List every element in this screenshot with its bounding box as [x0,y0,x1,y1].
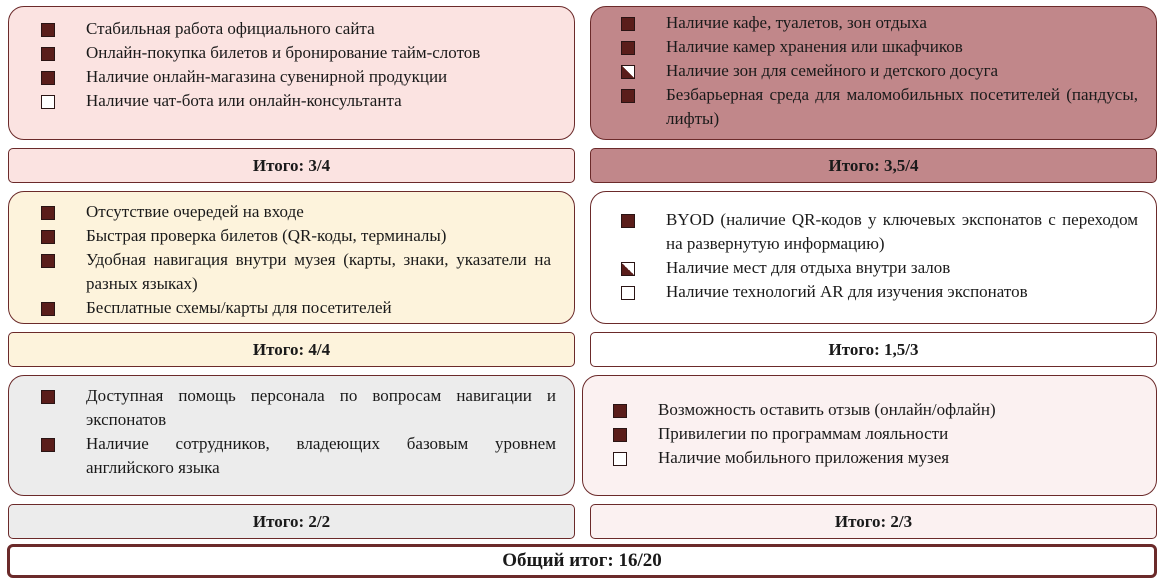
panel-feedback-loyalty [582,375,1157,496]
criterion-label: BYOD (наличие QR-кодов у ключевых экспонатов с переходом на развернутую информацию) [666,210,1138,253]
criterion-item [621,83,1138,131]
checkbox-filled-icon [41,438,55,452]
checkbox-filled-icon [41,390,55,404]
criterion-item [41,296,551,320]
checkbox-filled-icon [41,206,55,220]
checkbox-filled-icon [41,302,55,316]
checkbox-empty-icon [41,95,55,109]
criterion-item [41,65,556,89]
criteria-list [613,398,1138,470]
criterion-label: Наличие сотрудников, владеющих базовым уровнем английского языка [86,434,556,477]
criterion-label: Стабильная работа официального сайта [86,19,375,38]
checkbox-filled-icon [613,428,627,442]
criterion-label: Онлайн-покупка билетов и бронирование тайм-слотов [86,43,481,62]
criterion-item [41,224,551,248]
checkbox-empty-icon [613,452,627,466]
criteria-list [621,11,1138,131]
panel-entrance-navigation [8,191,575,324]
criterion-label: Наличие онлайн-магазина сувенирной продукции [86,67,448,86]
checkbox-filled-icon [621,214,635,228]
criterion-item [41,89,556,113]
checkbox-filled-icon [41,47,55,61]
criterion-label: Наличие кафе, туалетов, зон отдыха [666,13,927,32]
criterion-item [41,248,551,296]
panel-online-services [8,6,575,140]
criterion-item [41,384,556,432]
criterion-label: Безбарьерная среда для маломобильных посетителей (пандусы, лифты) [666,85,1138,128]
checkbox-filled-icon [621,89,635,103]
criterion-label: Наличие технологий AR для изучения экспонатов [666,282,1028,301]
criterion-item [621,11,1138,35]
criterion-item [621,280,1138,304]
checkbox-filled-icon [41,71,55,85]
criterion-label: Бесплатные схемы/карты для посетителей [86,298,392,317]
criterion-label: Возможность оставить отзыв (онлайн/офлайн) [658,400,996,419]
subtotal-entrance-navigation: Итого: 4/4 [8,332,575,367]
criterion-label: Доступная помощь персонала по вопросам навигации и экспонатов [86,386,556,429]
criterion-item [621,59,1138,83]
criterion-item [41,432,556,480]
subtotal-infrastructure: Итого: 3,5/4 [590,148,1157,183]
criterion-item [41,200,551,224]
criteria-list [41,384,556,480]
criterion-label: Наличие мест для отдыха внутри залов [666,258,951,277]
criterion-item [621,256,1138,280]
subtotal-online-services: Итого: 3/4 [8,148,575,183]
criteria-list [41,17,556,113]
criterion-label: Отсутствие очередей на входе [86,202,304,221]
checkbox-filled-icon [621,17,635,31]
criterion-label: Наличие зон для семейного и детского досуга [666,61,999,80]
panel-infrastructure [590,6,1157,140]
criterion-label: Наличие чат-бота или онлайн-консультанта [86,91,402,110]
panel-technologies [590,191,1157,324]
criterion-item [621,35,1138,59]
checkbox-filled-icon [613,404,627,418]
checkbox-filled-icon [41,23,55,37]
criterion-item [41,17,556,41]
criterion-label: Наличие мобильного приложения музея [658,448,950,467]
panel-staff [8,375,575,496]
criterion-item [621,208,1138,256]
criterion-item [613,446,1138,470]
criteria-list [621,208,1138,304]
criterion-label: Наличие камер хранения или шкафчиков [666,37,963,56]
checkbox-filled-icon [621,41,635,55]
checkbox-half-icon [621,262,635,276]
checkbox-filled-icon [41,230,55,244]
subtotal-technologies: Итого: 1,5/3 [590,332,1157,367]
criterion-label: Привилегии по программам лояльности [658,424,949,443]
grand-total: Общий итог: 16/20 [7,544,1157,578]
criterion-label: Удобная навигация внутри музея (карты, знаки, указатели на разных языках) [86,250,551,293]
checkbox-empty-icon [621,286,635,300]
checkbox-filled-icon [41,254,55,268]
criterion-item [41,41,556,65]
criterion-item [613,398,1138,422]
checkbox-half-icon [621,65,635,79]
criteria-list [41,200,551,320]
criterion-label: Быстрая проверка билетов (QR-коды, терминалы) [86,226,447,245]
subtotal-staff: Итого: 2/2 [8,504,575,539]
subtotal-feedback-loyalty: Итого: 2/3 [590,504,1157,539]
criterion-item [613,422,1138,446]
